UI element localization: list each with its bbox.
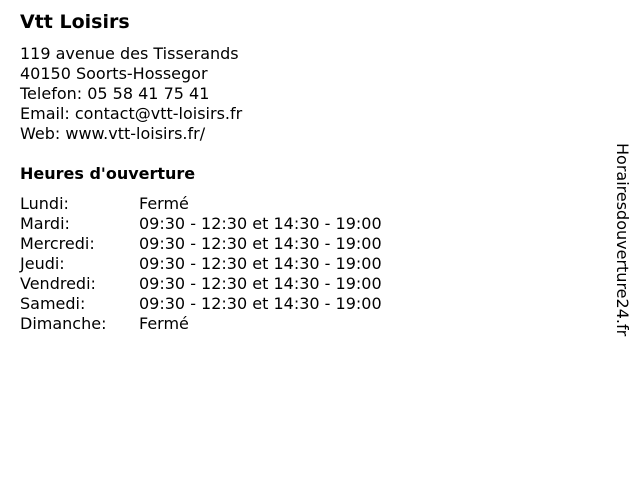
hours-row-jeudi <box>20 254 580 274</box>
day-label: Mercredi: <box>20 234 95 253</box>
day-label: Samedi: <box>20 294 86 313</box>
day-label: Mardi: <box>20 214 70 233</box>
day-label: Jeudi: <box>20 254 65 273</box>
hours-row-mardi <box>20 214 580 234</box>
hours-row-lundi <box>20 194 580 214</box>
contact-block <box>20 44 580 144</box>
hours-value: 09:30 - 12:30 et 14:30 - 19:00 <box>139 294 382 313</box>
website-link[interactable]: Web: www.vtt-loisirs.fr/ <box>20 124 206 143</box>
day-label: Dimanche: <box>20 314 107 333</box>
hours-row-dimanche <box>20 314 580 334</box>
hours-value: Fermé <box>139 194 189 213</box>
day-label: Vendredi: <box>20 274 96 293</box>
hours-value: 09:30 - 12:30 et 14:30 - 19:00 <box>139 274 382 293</box>
hours-value: 09:30 - 12:30 et 14:30 - 19:00 <box>139 234 382 253</box>
hours-row-mercredi <box>20 234 580 254</box>
watermark-brand <box>611 135 633 345</box>
email-address[interactable]: Email: contact@vtt-loisirs.fr <box>20 104 243 123</box>
hours-value: 09:30 - 12:30 et 14:30 - 19:00 <box>139 254 382 273</box>
watermark-text: Horairesdouverture24.fr <box>613 143 632 337</box>
business-name: Vtt Loisirs <box>20 11 130 33</box>
opening-hours-title: Heures d'ouverture <box>20 164 196 183</box>
business-card <box>20 10 580 334</box>
address-street: 119 avenue des Tisserands <box>20 44 239 63</box>
address-city: 40150 Soorts-Hossegor <box>20 64 208 83</box>
hours-row-samedi <box>20 294 580 314</box>
hours-value: Fermé <box>139 314 189 333</box>
day-label: Lundi: <box>20 194 69 213</box>
opening-hours-table <box>20 194 580 334</box>
phone-number[interactable]: Telefon: 05 58 41 75 41 <box>20 84 210 103</box>
hours-row-vendredi <box>20 274 580 294</box>
hours-value: 09:30 - 12:30 et 14:30 - 19:00 <box>139 214 382 233</box>
